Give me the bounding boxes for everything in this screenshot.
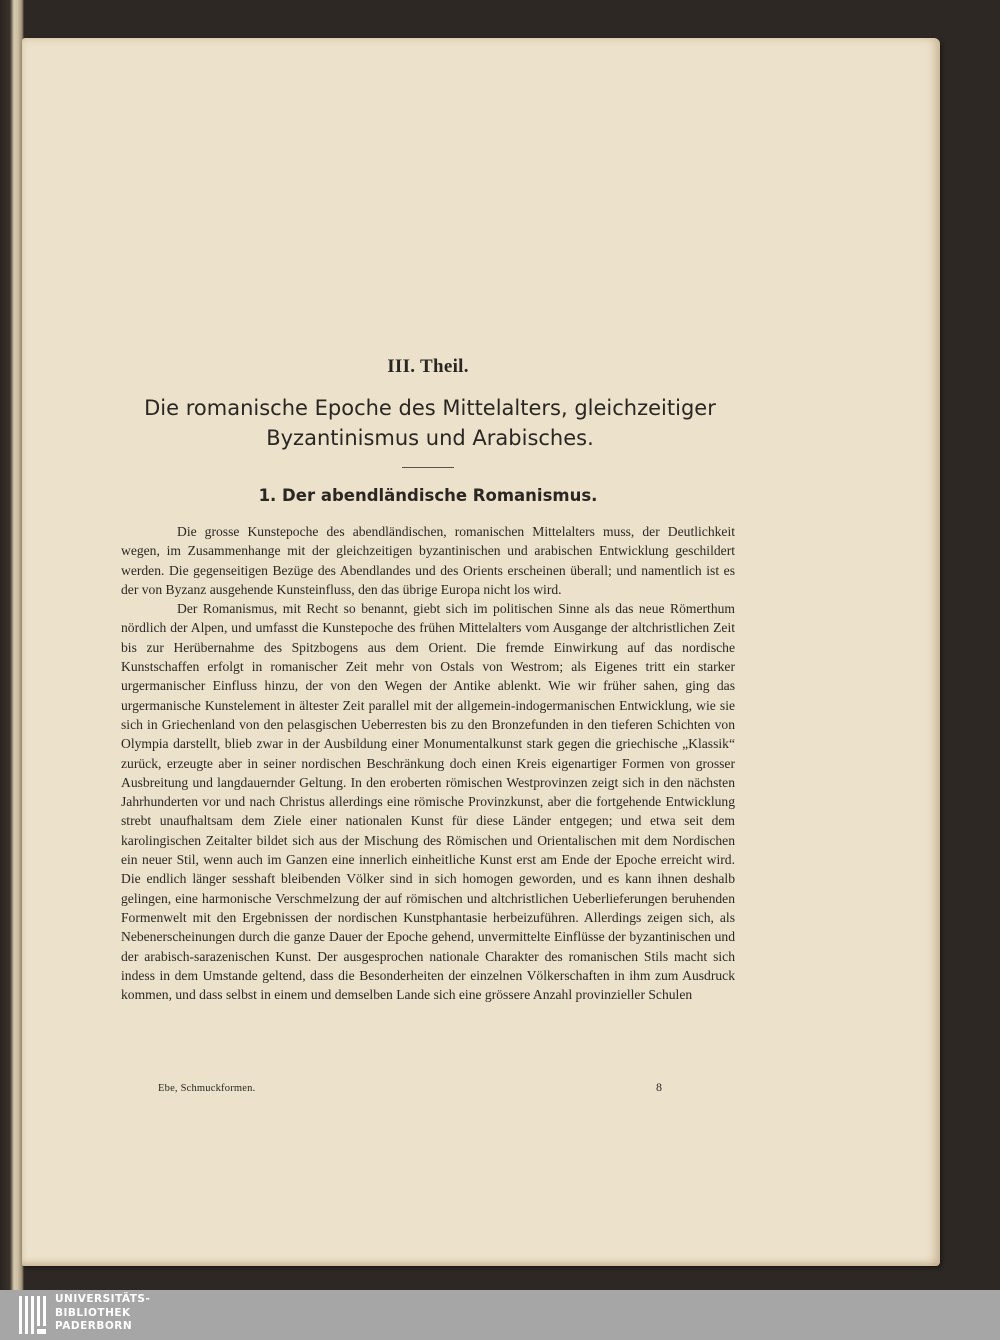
chapter-title xyxy=(100,393,760,453)
library-name xyxy=(55,1293,150,1334)
part-title: III. Theil. xyxy=(387,356,469,377)
library-name-line-1: UNIVERSITÄTS- xyxy=(55,1293,151,1305)
paragraph-2: Der Romanismus, mit Recht so benannt, giebt sich im politischen Sinne als das neue Römerthum nördlich der Alpen, und umfasst die Kunstepoche des frühen Mittelalters vom Ausgange der altchristlichen Zeit bis zur Herübernahme des Spitzbogens aus dem Orient. Die fremde Einwirkung auf das nordische Kunstschaffen erfolgt in romanischer Zeit mehr von Ostals von Westrom; als Eigenes tritt ein starker urgermanischer Einfluss hinzu, der von den Wegen der Antike ablenkt. Wie wir früher sahen, ging das urgermanische Kunstelement in ältester Zeit parallel mit der allgemein-indogermanischen Entwicklung, wie sie sich in Griechenland von den pelasgischen Ueberresten bis zu den Bronzefunden in den tieferen Schichten von Olympia darstellt, blieb zwar in der Ausbildung einer Monumentalkunst stark gegen die griechische „Klassik“ zurück, erzeugte aber in seiner nordischen Beschränkung doch einen Kreis eigenartiger Formen von grosser Ausbreitung und langdauernder Geltung. In den eroberten römischen Westprovinzen zeigt sich in den nächsten Jahrhunderten vor und nach Christus allerdings eine römische Provinzkunst, aber die fortgehende Entwicklung strebt unaufhaltsam dem Ziele einer nationalen Kunst für diese Länder entgegen; und etwa seit dem karolingischen Zeitalter bildet sich aus der Mischung des Römischen und Orientalischen mit dem Nordischen ein neuer Stil, wenn auch im Ganzen eine innerlich einheitliche Kunst erst am Ende der Epoche erreicht wird. Die endlich länger sesshaft bleibenden Völker sind in sich homogen geworden, und es kann ihnen deshalb gelingen, eine harmonische Verschmelzung der auf römischen und altchristlichen Ueberlieferungen beruhenden Formenwelt mit den Ergebnissen der nordischen Kunstphantasie herbeizuführen. Allerdings zeigen sich, als Nebenerscheinungen durch die ganze Dauer der Epoche gehend, unvermittelte Einflüsse der byzantinischen und der arabisch-sarazenischen Kunst. Der ausgesprochen nationale Charakter des romanischen Stils macht sich indess in dem Umstande geltend, dass die Besonderheiten der einzelnen Völkerschaften in ihm zum Ausdruck kommen, und dass selbst in einem und demselben Lande sich eine grössere Anzahl provinzieller Schulen xyxy=(121,601,735,1003)
signature-mark: 8 xyxy=(656,1080,662,1094)
library-name-line-3: PADERBORN xyxy=(55,1320,133,1332)
section-title: 1. Der abendländische Romanismus. xyxy=(258,486,598,505)
chapter-title-line-2: Byzantinismus und Arabisches. xyxy=(266,426,594,450)
paragraph-1: Die grosse Kunstepoche des abendländischen, romanischen Mittelalters muss, der Deutlichkeit wegen, im Zusammenhange mit der gleichzeitigen byzantinischen und arabischen Entwicklung geschildert werden. Die gegenseitigen Bezüge des Abendlandes und des Orients erscheinen überall; und namentlich ist es der von Byzanz ausgehende Kunsteinfluss, den das übrige Europa nicht los wird. xyxy=(121,524,735,597)
library-name-line-2: BIBLIOTHEK xyxy=(55,1306,131,1319)
footer-signature: Ebe, Schmuckformen. xyxy=(158,1083,256,1094)
title-divider xyxy=(402,467,454,468)
library-logo-icon xyxy=(18,1294,50,1336)
body-text xyxy=(121,522,735,1004)
chapter-title-line-1: Die romanische Epoche des Mittelalters, gleichzeitiger xyxy=(144,396,716,420)
